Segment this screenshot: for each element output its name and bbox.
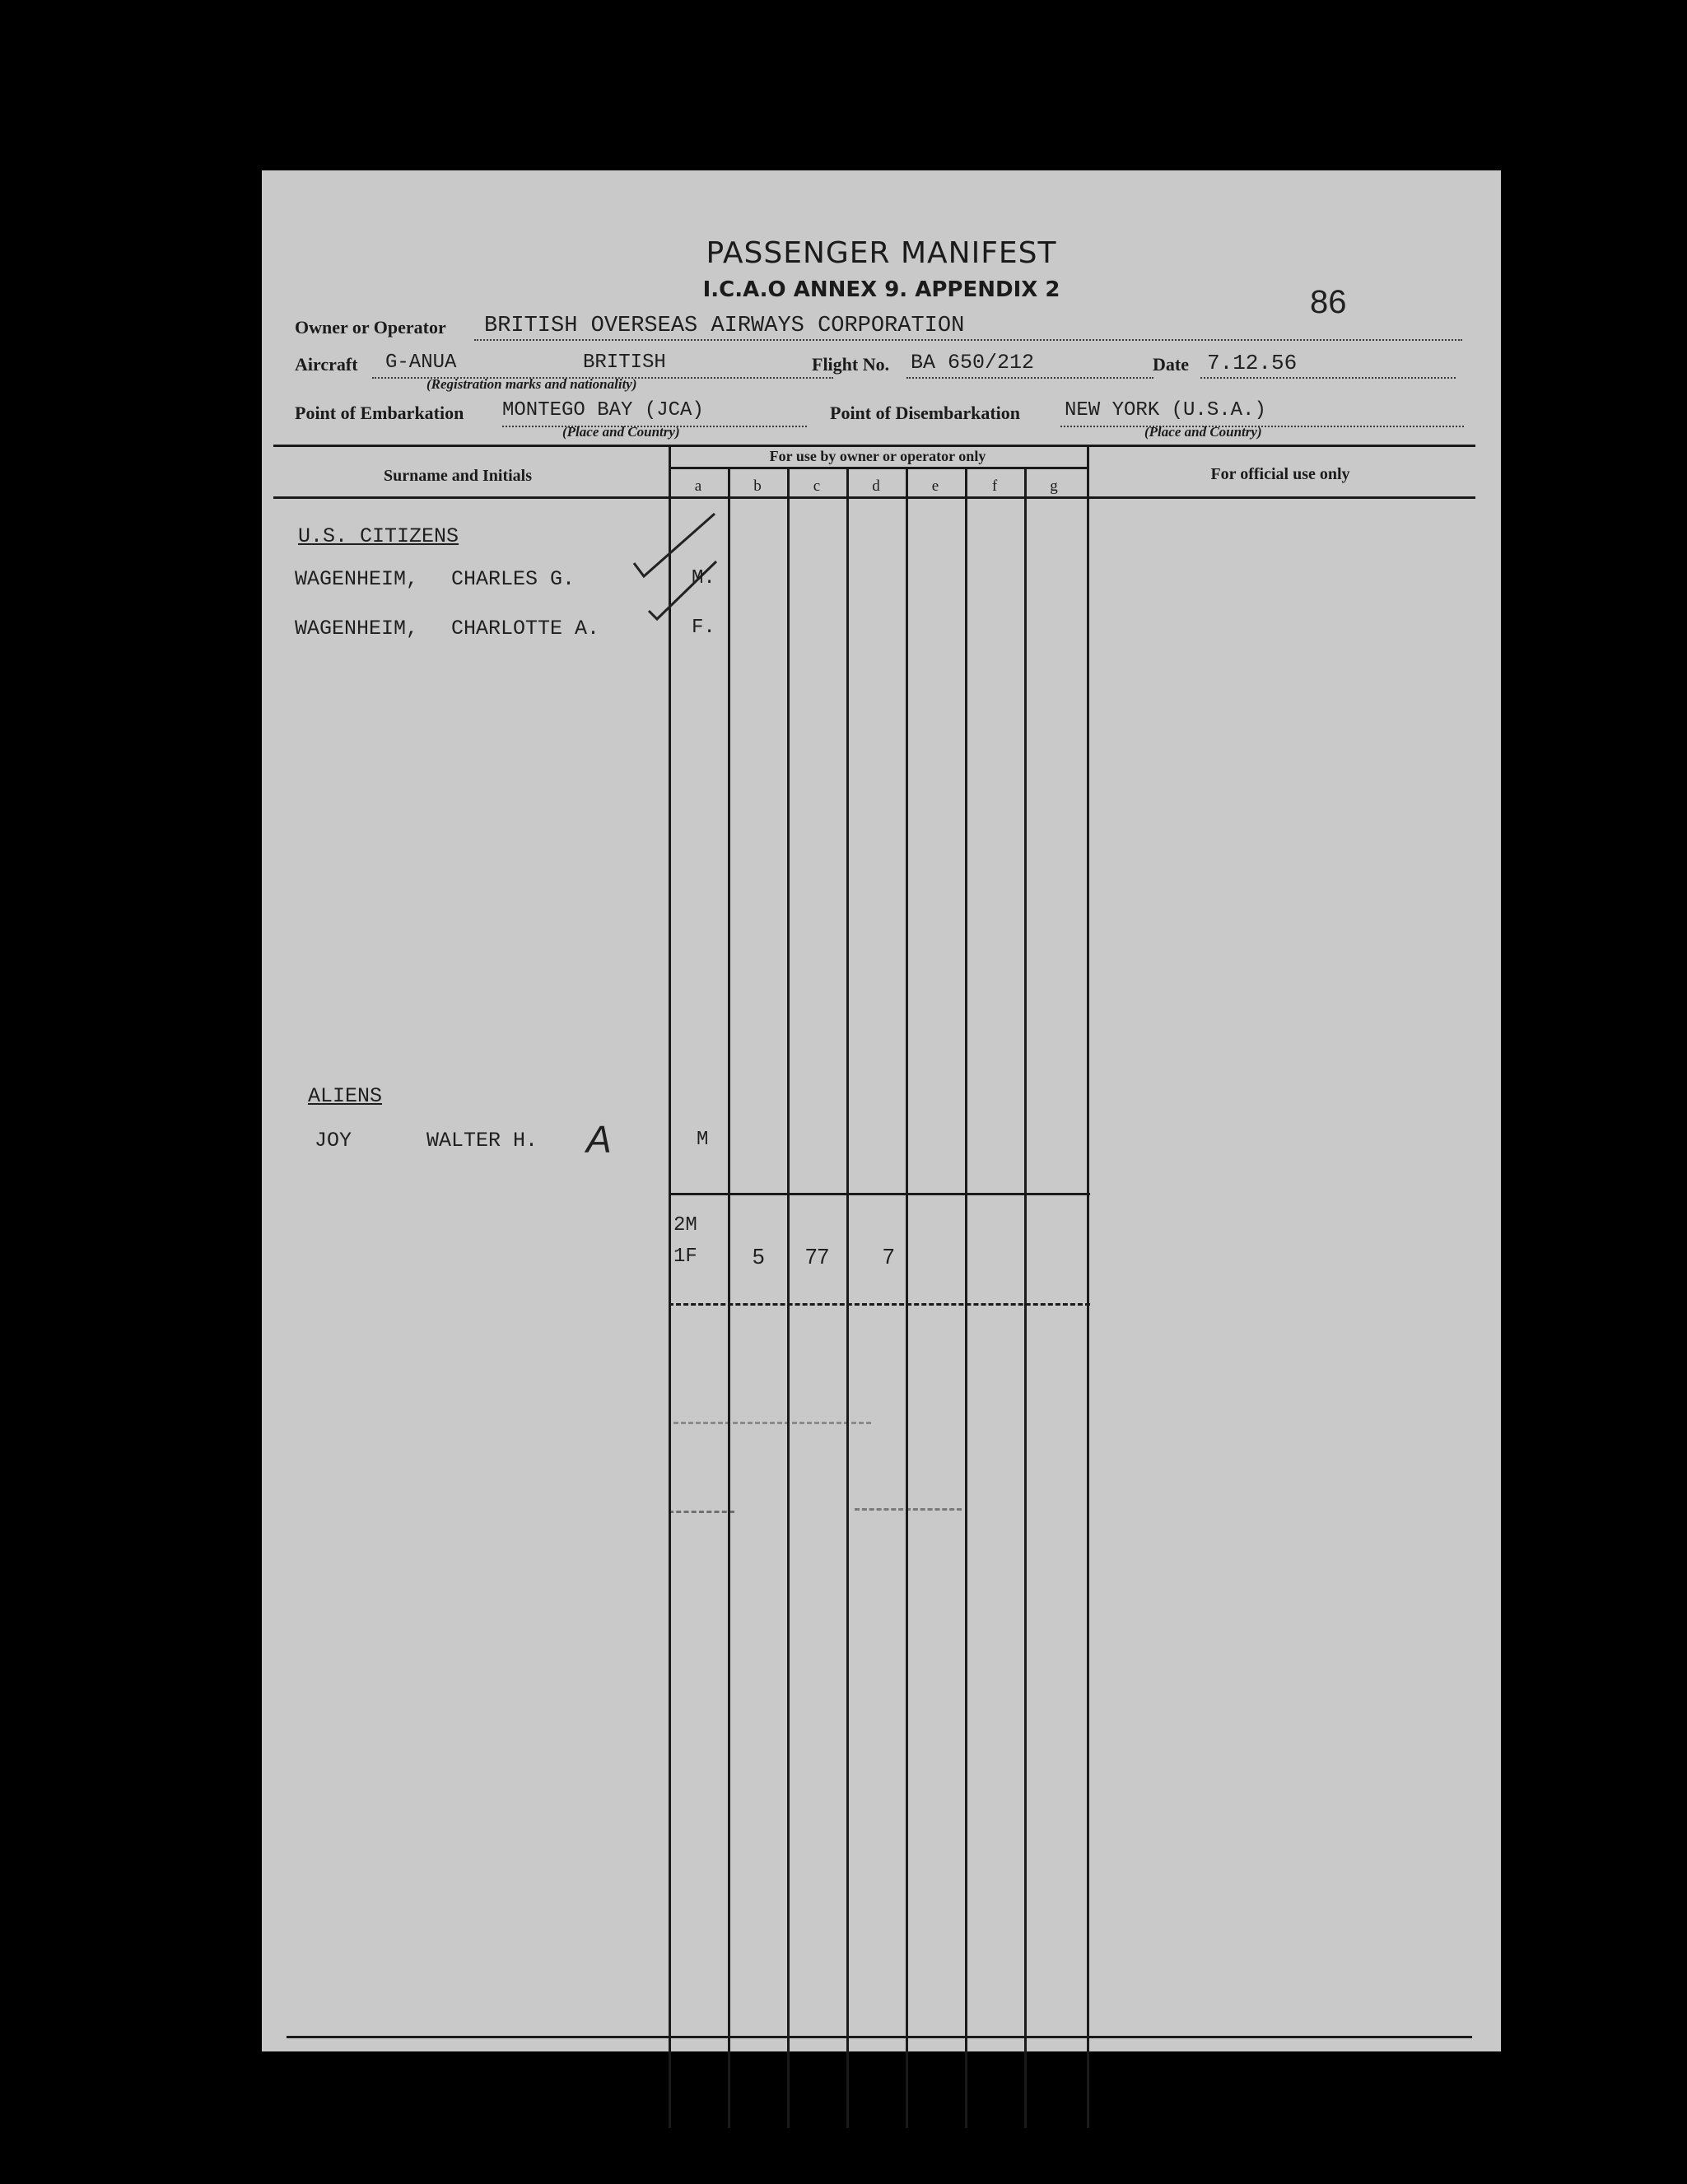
embarkation-note: (Place and Country): [562, 424, 680, 440]
column-rule: [1087, 445, 1089, 2128]
column-rule: [728, 467, 730, 2128]
passenger-col-a: M.: [692, 567, 715, 589]
disembarkation-label: Point of Disembarkation: [830, 403, 1020, 423]
column-rule: [965, 467, 967, 2128]
column-rule: [669, 445, 671, 2128]
owner-label: Owner or Operator: [295, 317, 446, 338]
faint-rule: [669, 1511, 734, 1513]
passenger-given-name: WALTER H.: [426, 1129, 538, 1153]
aliens-heading: ALIENS: [308, 1084, 383, 1108]
handwritten-mark: A: [586, 1118, 612, 1161]
total-c: 77: [805, 1244, 829, 1269]
surname-header: Surname and Initials: [383, 467, 533, 485]
official-header: For official use only: [1210, 465, 1350, 483]
passenger-surname: WAGENHEIM,: [295, 567, 419, 591]
operator-header: For use by owner or operator only: [769, 448, 986, 464]
col-header-d: d: [872, 477, 880, 495]
date-label: Date: [1153, 354, 1189, 375]
faint-rule: [855, 1508, 962, 1511]
disembarkation-note: (Place and Country): [1144, 424, 1262, 440]
passenger-col-a: M: [697, 1129, 709, 1151]
form-subtitle: I.C.A.O ANNEX 9. APPENDIX 2: [702, 277, 1060, 302]
column-rule: [787, 467, 790, 2128]
totals-bottom-rule: [669, 1303, 1090, 1306]
form-title: PASSENGER MANIFEST: [706, 236, 1057, 270]
passenger-given-name: CHARLOTTE A.: [451, 617, 600, 640]
passenger-col-a: F.: [692, 617, 715, 639]
col-header-f: f: [991, 477, 998, 495]
page-number: 86: [1310, 284, 1347, 320]
col-header-e: e: [931, 477, 939, 495]
date-value: 7.12.56: [1207, 351, 1298, 375]
col-header-c: c: [813, 477, 821, 495]
total-d: 7: [883, 1244, 895, 1269]
totals-top-rule: [669, 1193, 1090, 1195]
total-b: 5: [753, 1244, 765, 1269]
total-a-female: 1F: [673, 1246, 697, 1268]
flight-value: BA 650/212: [911, 351, 1035, 375]
col-header-g: g: [1050, 477, 1058, 495]
manifest-sheet: [262, 170, 1501, 2051]
disembarkation-value: NEW YORK (U.S.A.): [1065, 399, 1266, 421]
table-bottom-rule: [287, 2036, 1472, 2038]
owner-value: BRITISH OVERSEAS AIRWAYS CORPORATION: [484, 314, 965, 338]
passenger-surname: JOY: [315, 1129, 352, 1153]
column-rule: [1024, 467, 1027, 2128]
column-rule: [846, 467, 849, 2128]
embarkation-label: Point of Embarkation: [295, 403, 464, 423]
table-top-rule: [273, 445, 1475, 447]
column-rule: [906, 467, 908, 2128]
passenger-given-name: CHARLES G.: [451, 567, 576, 591]
aircraft-label: Aircraft: [295, 354, 358, 375]
flight-label: Flight No.: [812, 354, 890, 375]
passenger-surname: WAGENHEIM,: [295, 617, 419, 640]
citizens-heading: U.S. CITIZENS: [298, 524, 459, 548]
total-a-male: 2M: [673, 1214, 697, 1236]
embarkation-value: MONTEGO BAY (JCA): [502, 399, 704, 421]
col-header-a: a: [694, 477, 702, 495]
table-header-rule: [273, 496, 1475, 499]
col-header-b: b: [753, 477, 762, 495]
registration-note: (Registration marks and nationality): [426, 376, 637, 392]
checkmark-icon: [624, 504, 739, 627]
faint-rule: [673, 1422, 871, 1424]
aircraft-nationality: BRITISH: [583, 352, 666, 374]
aircraft-registration: G-ANUA: [385, 352, 457, 374]
